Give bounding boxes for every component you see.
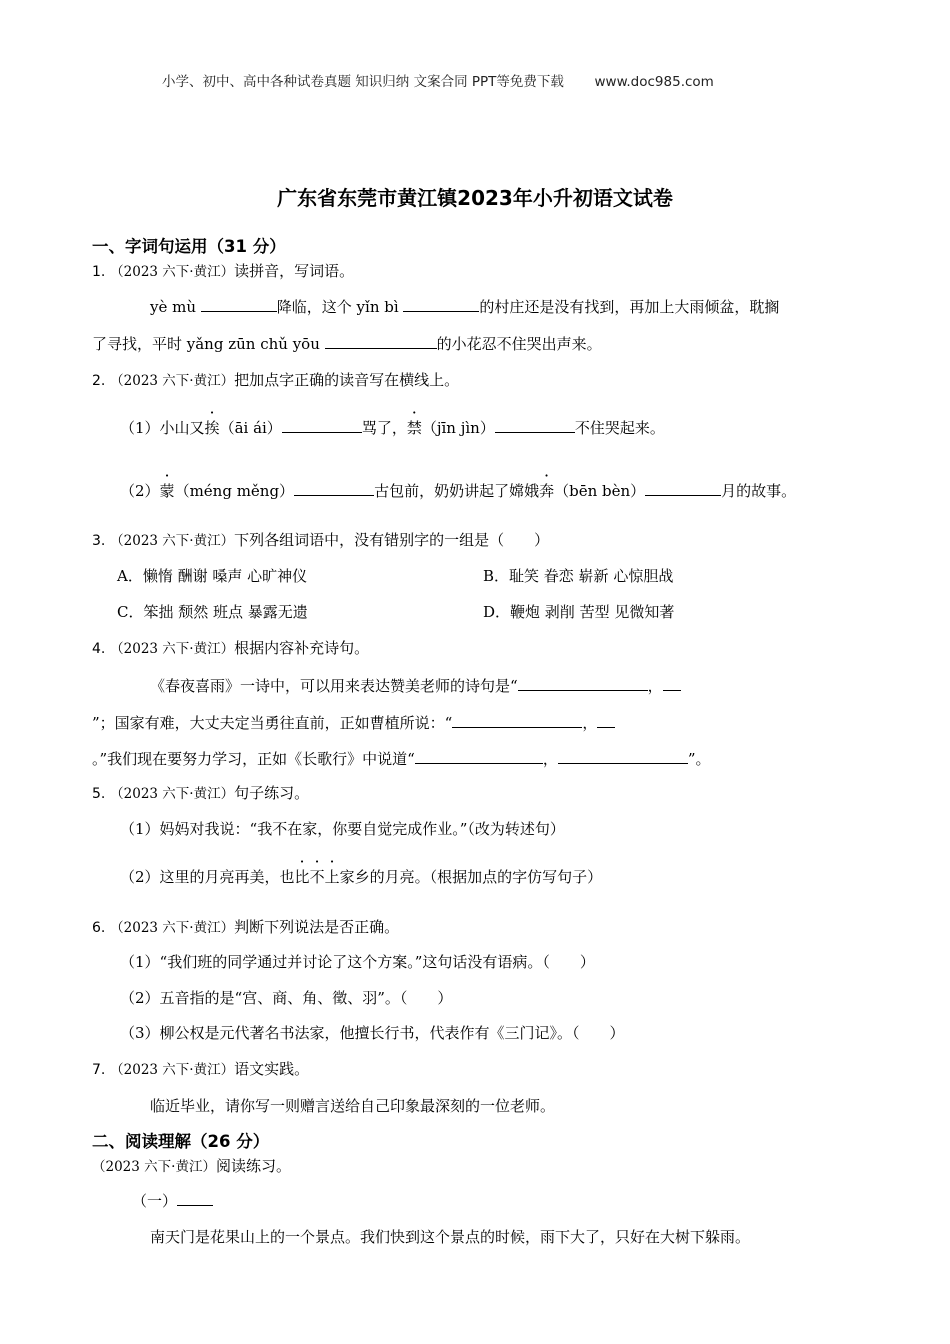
answer-blank[interactable] <box>597 713 615 728</box>
question-4-line-1: 《春夜喜雨》一诗中，可以用来表达赞美老师的诗句是“ ， <box>150 675 681 696</box>
answer-blank[interactable] <box>558 749 688 764</box>
dotted-char: 上 <box>324 868 340 886</box>
question-source: （2023 六下·黄江） <box>110 264 235 280</box>
question-2-part-1: （1）小山又挨（āi ái） 骂了，禁（jīn jìn） 不住哭起来。 <box>120 419 665 437</box>
answer-blank[interactable] <box>294 481 374 496</box>
answer-blank[interactable] <box>177 1191 213 1206</box>
header-url[interactable]: www.doc985.com <box>594 74 714 90</box>
question-5-part-2: （2）这里的月亮再美，也比不上家乡的月亮。（根据加点的字仿写句子） <box>120 868 603 886</box>
question-3-stem: 3. （2023 六下·黄江）下列各组词语中，没有错别字的一组是（ ） <box>92 531 550 549</box>
answer-blank[interactable] <box>201 297 277 312</box>
question-1-line-2: 了寻找，平时 yǎng zūn chǔ yōu 的小花忍不住哭出声来。 <box>92 335 602 353</box>
question-5-part-1: （1）妈妈对我说：“我不在家，你要自觉完成作业。”（改为转述句） <box>120 820 565 838</box>
option-b[interactable]: B．耻笑 眷恋 崭新 心惊胆战 <box>483 567 674 585</box>
question-7-stem: 7. （2023 六下·黄江）语文实践。 <box>92 1060 310 1078</box>
answer-blank[interactable] <box>452 713 582 728</box>
answer-blank[interactable] <box>495 418 575 433</box>
page-title: 广东省东莞市黄江镇2023年小升初语文试卷 <box>277 186 673 210</box>
dotted-char: 挨 <box>204 419 220 437</box>
page-header <box>162 70 714 90</box>
dotted-char: 奔 <box>539 482 555 500</box>
question-5-stem: 5. （2023 六下·黄江）句子练习。 <box>92 784 310 802</box>
answer-blank[interactable] <box>415 749 543 764</box>
question-2-stem: 2. （2023 六下·黄江）把加点字正确的读音写在横线上。 <box>92 371 460 389</box>
question-4-line-2: ”；国家有难，大丈夫定当勇往直前，正如曹植所说：“ ， <box>92 712 615 733</box>
option-d[interactable]: D．鞭炮 剥削 苦型 见微知著 <box>483 603 675 621</box>
question-1-line-1: yè mù 降临，这个 yǐn bì 的村庄还是没有找到，再加上大雨倾盆，耽搁 <box>150 298 780 316</box>
reading-stem: （2023 六下·黄江）阅读练习。 <box>92 1157 291 1175</box>
answer-blank[interactable] <box>325 334 437 349</box>
question-6-part-3: （3）柳公权是元代著名书法家，他擅长行书，代表作有《三门记》。（ ） <box>120 1024 625 1042</box>
header-text: 小学、初中、高中各种试卷真题 知识归纳 文案合同 PPT等免费下载 <box>162 74 564 90</box>
question-2-part-2: （2）蒙（méng měng） 古包前，奶奶讲起了嫦娥奔（bēn bèn） 月的故事。 <box>120 482 797 500</box>
question-4-line-3: 。”我们现在要努力学习，正如《长歌行》中说道“ ， ”。 <box>92 750 711 768</box>
dotted-char: 比 <box>294 868 310 886</box>
answer-blank[interactable] <box>663 676 681 691</box>
answer-blank[interactable] <box>645 481 721 496</box>
answer-blank[interactable] <box>282 418 362 433</box>
reading-paragraph: 南天门是花果山上的一个景点。我们快到这个景点的时候，雨下大了，只好在大树下躲雨。 <box>150 1228 751 1246</box>
question-1-stem: 1. （2023 六下·黄江）读拼音，写词语。 <box>92 262 355 280</box>
option-c[interactable]: C．笨拙 颓然 班点 暴露无遗 <box>117 603 308 621</box>
reading-part-label: （一） <box>132 1190 213 1211</box>
question-6-part-2: （2）五音指的是“宫、商、角、徵、羽”。（ ） <box>120 989 453 1007</box>
dotted-char: 不 <box>309 868 325 886</box>
question-7-body: 临近毕业，请你写一则赠言送给自己印象最深刻的一位老师。 <box>150 1097 556 1115</box>
section-heading: 二、阅读理解（26 分） <box>92 1132 270 1151</box>
answer-blank[interactable] <box>518 676 648 691</box>
section-heading: 一、字词句运用（31 分） <box>92 237 286 256</box>
question-6-part-1: （1）“我们班的同学通过并讨论了这个方案。”这句话没有语病。（ ） <box>120 953 595 971</box>
dotted-char: 禁 <box>406 419 422 437</box>
question-4-stem: 4. （2023 六下·黄江）根据内容补充诗句。 <box>92 639 370 657</box>
dotted-char: 蒙 <box>159 482 175 500</box>
answer-blank[interactable] <box>403 297 479 312</box>
question-6-stem: 6. （2023 六下·黄江）判断下列说法是否正确。 <box>92 918 400 936</box>
option-a[interactable]: A．懒惰 酬谢 嗓声 心旷神仪 <box>117 567 308 585</box>
